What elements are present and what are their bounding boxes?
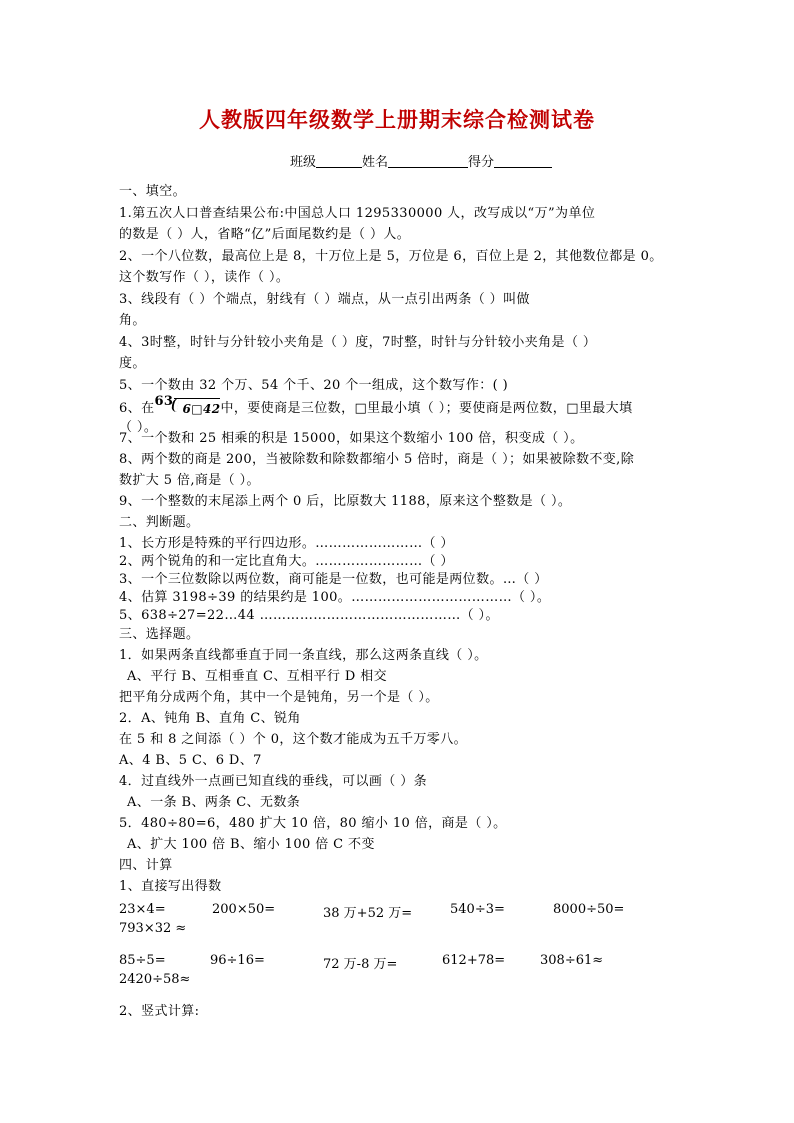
- question-line: 这个数写作（ ），读作（ ）。: [119, 270, 290, 285]
- calc-item: 2420÷58≈: [119, 972, 191, 987]
- question-line: 度。: [119, 356, 146, 371]
- answer-options: A、4 B、5 C、6 D、7: [119, 753, 262, 768]
- name-label: 姓名: [362, 155, 389, 170]
- calc-item: 23×4=: [119, 902, 166, 917]
- dividend: 6□42: [182, 402, 221, 416]
- question-line: 3、一个三位数除以两位数，商可能是一位数，也可能是两位数。…（ ）: [119, 572, 548, 587]
- division-bar: [174, 398, 220, 399]
- question-text: 中，要使商是三位数，□里最小填（ ）；要使商是两位数，□里最大填: [220, 401, 633, 416]
- calc-item: 85÷5=: [119, 953, 166, 968]
- calc-item: 38 万+52 万=: [323, 906, 413, 921]
- question-line: 2、两个锐角的和一定比直角大。……………………（ ）: [119, 554, 454, 569]
- section-heading-fill-blanks: 一、填空。: [119, 184, 187, 199]
- score-blank[interactable]: [494, 155, 552, 168]
- name-blank[interactable]: [388, 155, 468, 168]
- question-line: 把平角分成两个角，其中一个是钝角，另一个是（ ）。: [119, 690, 439, 705]
- question-line: 9、一个整数的末尾添上两个 0 后，比原数大 1188，原来这个整数是（ ）。: [119, 494, 572, 509]
- calc-item: 8000÷50=: [553, 902, 625, 917]
- question-line: 在 5 和 8 之间添（ ）个 0，这个数才能成为五千万零八。: [119, 732, 468, 747]
- question-line: 的数是（ ）人，省略“亿”后面尾数约是（ ）人。: [119, 227, 411, 242]
- subheading-mental-math: 1、直接写出得数: [119, 879, 222, 894]
- calc-item: 793×32 ≈: [119, 921, 187, 936]
- question-line: 5．480÷80=6，480 扩大 10 倍，80 缩小 10 倍，商是（ ）。: [119, 816, 507, 831]
- calc-item: 96÷16=: [210, 953, 265, 968]
- student-info-line: [290, 151, 552, 170]
- question-line: 5、638÷27=22…44 ………………………………………（ ）。: [119, 608, 499, 623]
- question-line: 角。: [119, 313, 146, 328]
- question-line: 2、一个八位数，最高位上是 8，十万位上是 5，万位是 6，百位上是 2，其他数位都是 0。: [119, 249, 663, 264]
- answer-options: A、扩大 100 倍 B、缩小 100 倍 C 不变: [127, 837, 375, 852]
- question-line: （ ）。: [119, 420, 158, 435]
- division-bracket: [171, 398, 179, 412]
- subheading-vertical-calc: 2、竖式计算:: [119, 1004, 200, 1019]
- long-division-symbol: [154, 394, 221, 416]
- question-line: 7、一个数和 25 相乘的积是 15000，如果这个数缩小 100 倍，积变成（ ）。: [119, 431, 584, 446]
- answer-options: 2．A、钝角 B、直角 C、锐角: [119, 711, 301, 726]
- calc-item: 200×50=: [212, 902, 276, 917]
- question-line: 1．如果两条直线都垂直于同一条直线，那么这两条直线（ ）。: [119, 648, 488, 663]
- question-line: 5、一个数由 32 个万、54 个千、20 个一组成，这个数写作：( ): [119, 378, 509, 393]
- calc-item: 72 万-8 万=: [323, 957, 398, 972]
- question-line: 1.第五次人口普查结果公布:中国总人口 1295330000 人，改写成以“万”为单位: [119, 206, 596, 221]
- calc-item: 612+78=: [442, 953, 506, 968]
- question-line-division: [119, 394, 633, 418]
- calc-item: 540÷3=: [450, 902, 505, 917]
- class-blank[interactable]: [316, 155, 362, 168]
- section-heading-calculation: 四、计算: [119, 858, 173, 873]
- answer-options: A、一条 B、两条 C、无数条: [127, 795, 301, 810]
- page-title: 人教版四年级数学上册期末综合检测试卷: [199, 107, 595, 132]
- score-label: 得分: [468, 155, 495, 170]
- question-line: 4、估算 3198÷39 的结果约是 100。………………………………（ ）。: [119, 590, 551, 605]
- question-text: 6、在: [119, 401, 155, 416]
- question-line: 4．过直线外一点画已知直线的垂线，可以画（ ）条: [119, 774, 428, 789]
- section-heading-true-false: 二、判断题。: [119, 515, 200, 530]
- question-line: 8、两个数的商是 200，当被除数和除数都缩小 5 倍时，商是（ ）；如果被除数不变,除: [119, 452, 635, 467]
- question-line: 数扩大 5 倍,商是（ ）。: [119, 473, 260, 488]
- calc-item: 308÷61≈: [540, 953, 604, 968]
- question-line: 3、线段有（ ）个端点，射线有（ ）端点，从一点引出两条（ ）叫做: [119, 292, 530, 307]
- answer-options: A、平行 B、互相垂直 C、互相平行 D 相交: [127, 669, 388, 684]
- class-label: 班级: [290, 155, 317, 170]
- question-line: 1、长方形是特殊的平行四边形。……………………（ ）: [119, 536, 454, 551]
- divisor: 63: [154, 394, 174, 409]
- question-line: 4、3时整，时针与分针较小夹角是（ ）度，7时整，时针与分针较小夹角是（ ）: [119, 335, 597, 350]
- section-heading-choice: 三、选择题。: [119, 627, 200, 642]
